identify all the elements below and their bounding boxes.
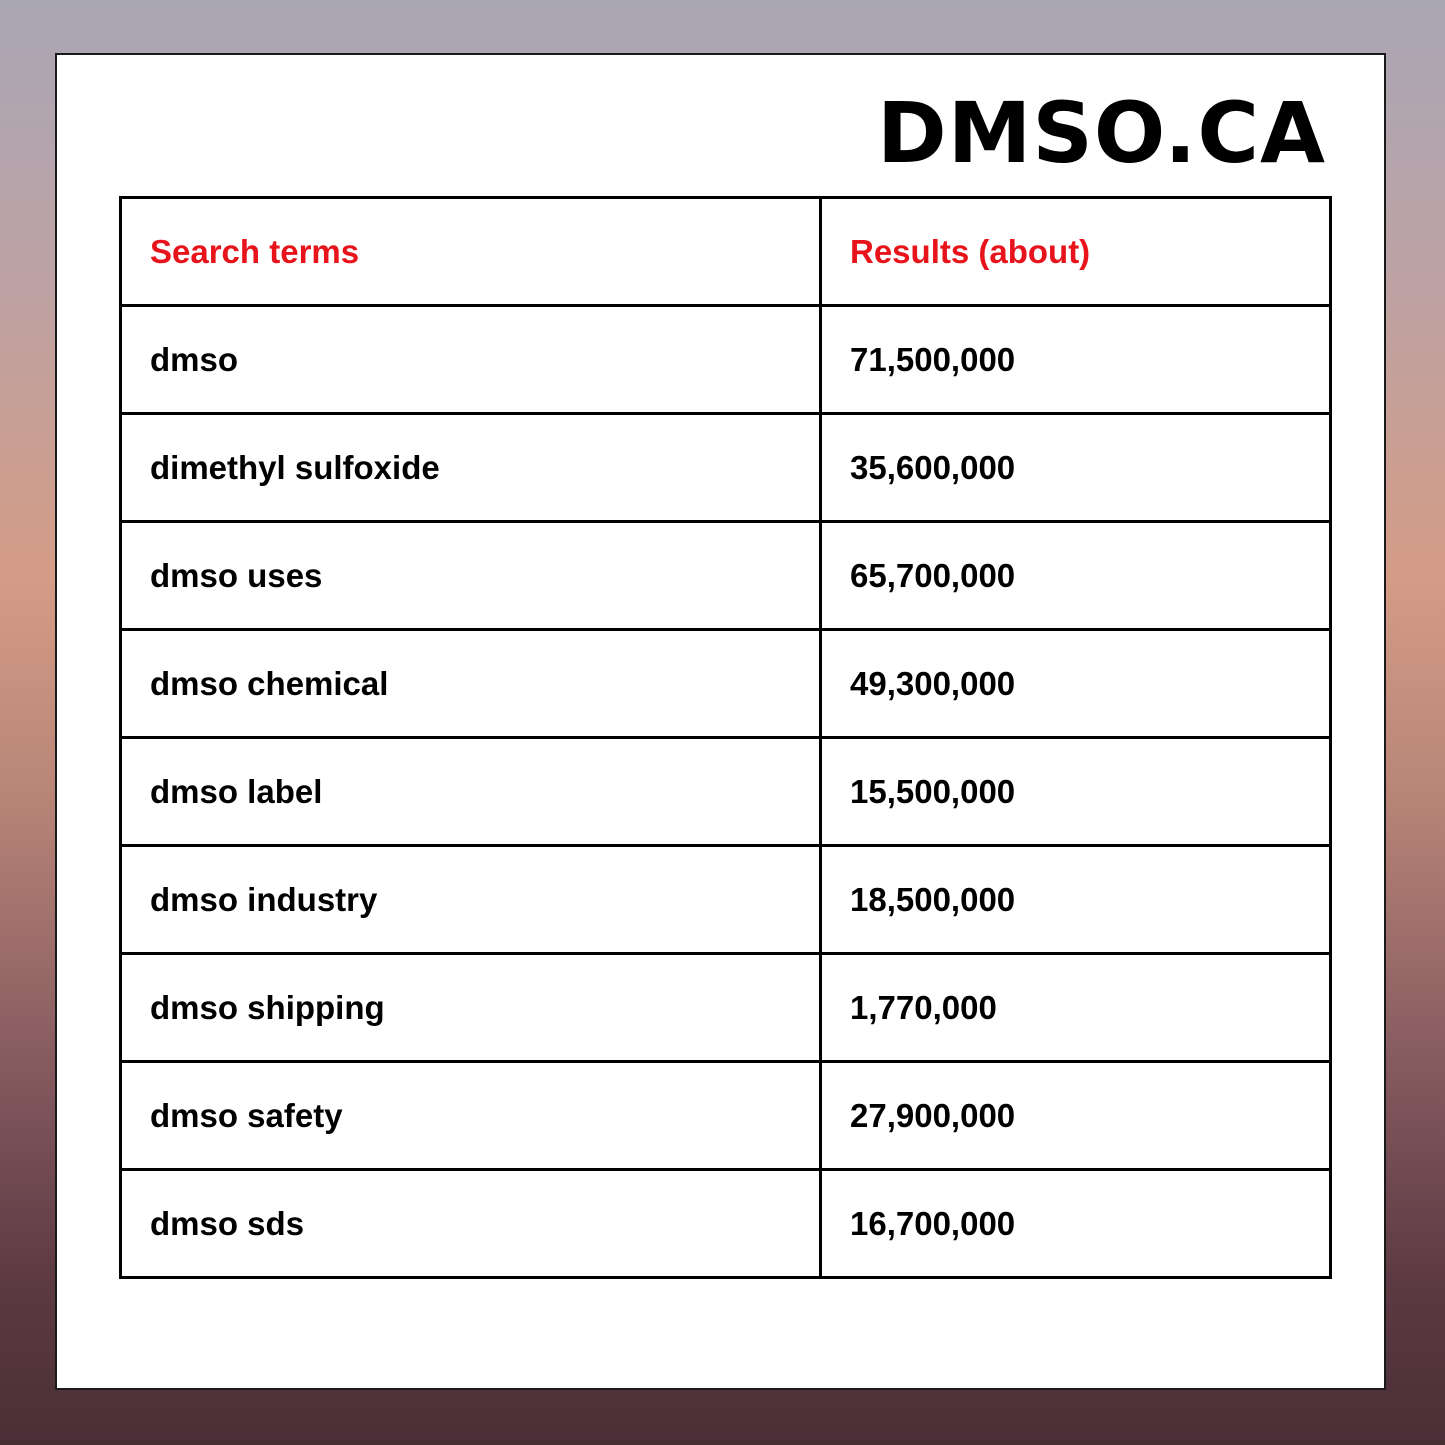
card: [55, 53, 1386, 1390]
results-cell: 71,500,000: [821, 306, 1331, 414]
table-row: [121, 306, 1331, 414]
results-cell: 18,500,000: [821, 846, 1331, 954]
results-cell: 16,700,000: [821, 1170, 1331, 1278]
results-cell: 49,300,000: [821, 630, 1331, 738]
search-term-cell: dmso label: [121, 738, 821, 846]
table-header-row: [121, 198, 1331, 306]
results-table: [119, 196, 1332, 1279]
brand-title: DMSO.CA: [877, 84, 1326, 182]
column-header-search-terms: Search terms: [121, 198, 821, 306]
search-term-cell: dimethyl sulfoxide: [121, 414, 821, 522]
table-row: [121, 414, 1331, 522]
search-term-cell: dmso industry: [121, 846, 821, 954]
search-term-cell: dmso uses: [121, 522, 821, 630]
table-row: [121, 522, 1331, 630]
table-row: [121, 846, 1331, 954]
search-term-cell: dmso safety: [121, 1062, 821, 1170]
search-term-cell: dmso shipping: [121, 954, 821, 1062]
table-row: [121, 738, 1331, 846]
results-cell: 65,700,000: [821, 522, 1331, 630]
table-row: [121, 954, 1331, 1062]
table-row: [121, 630, 1331, 738]
table-row: [121, 1170, 1331, 1278]
results-cell: 27,900,000: [821, 1062, 1331, 1170]
search-term-cell: dmso chemical: [121, 630, 821, 738]
search-term-cell: dmso: [121, 306, 821, 414]
results-cell: 1,770,000: [821, 954, 1331, 1062]
results-cell: 35,600,000: [821, 414, 1331, 522]
table-row: [121, 1062, 1331, 1170]
search-term-cell: dmso sds: [121, 1170, 821, 1278]
column-header-results: Results (about): [821, 198, 1331, 306]
results-cell: 15,500,000: [821, 738, 1331, 846]
